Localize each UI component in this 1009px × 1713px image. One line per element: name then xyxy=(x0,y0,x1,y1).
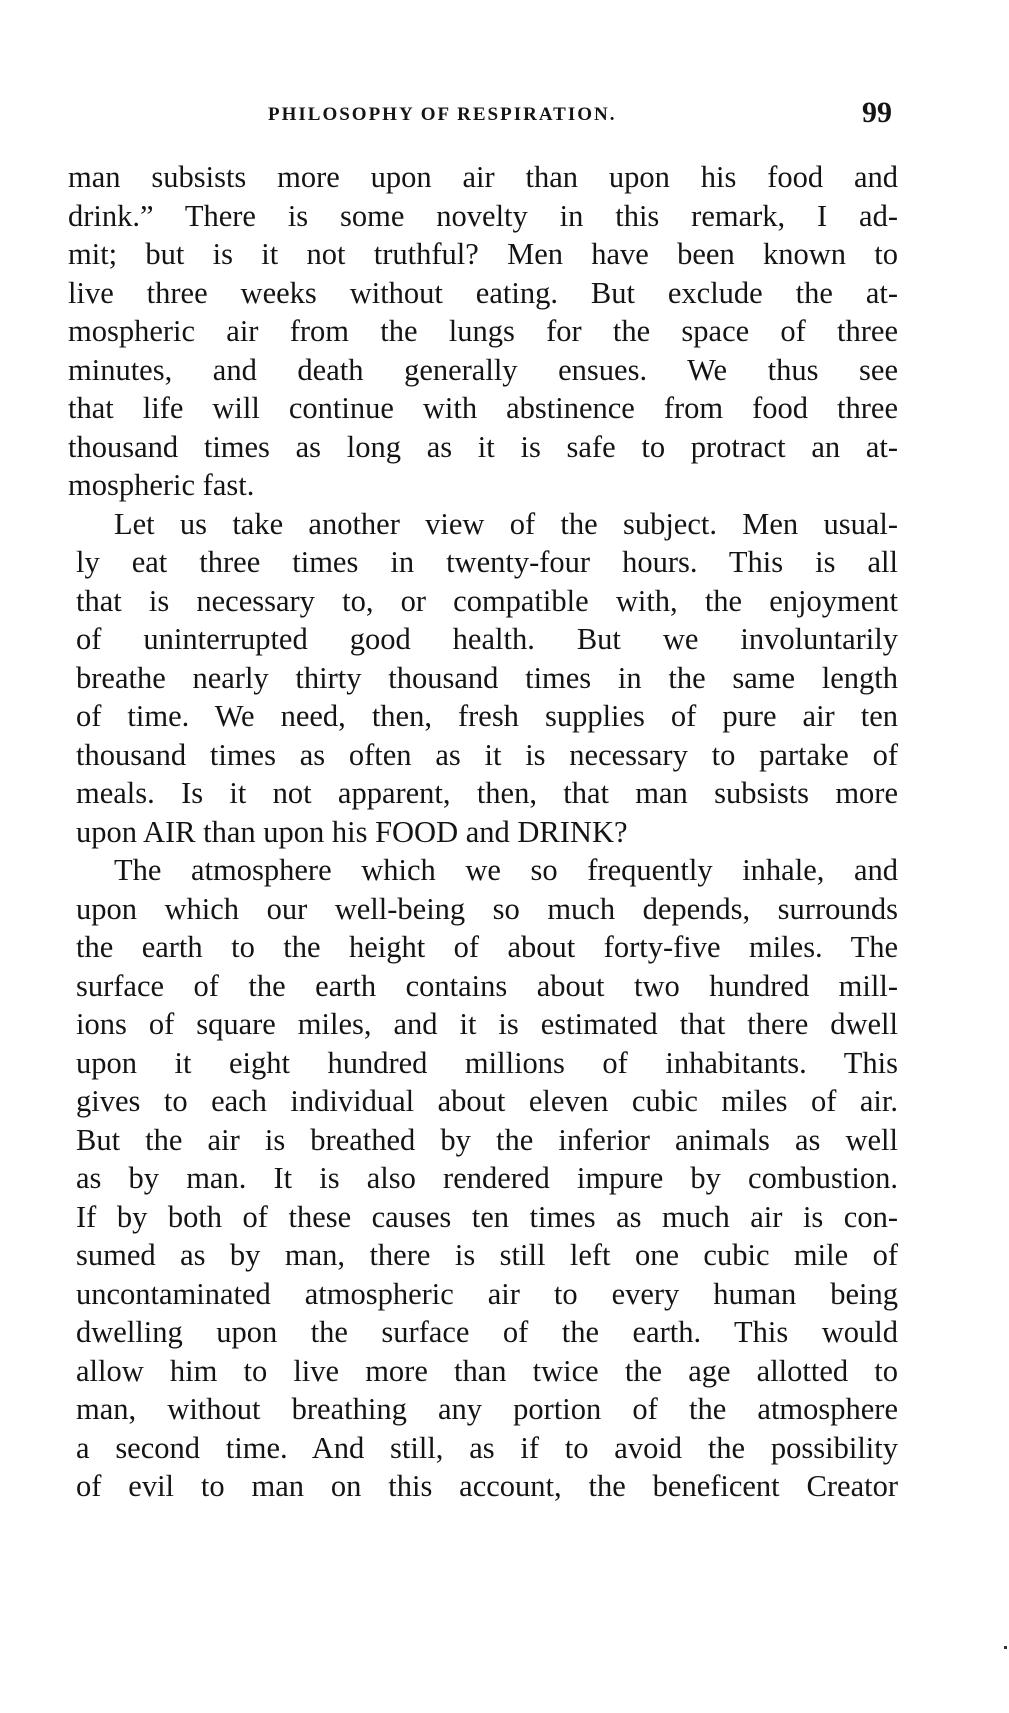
text-line: breathe nearly thirty thousand times in the same length xyxy=(76,660,898,695)
page-header xyxy=(68,96,898,136)
text-line: upon which our well-being so much depends, surrounds xyxy=(76,891,898,926)
text-line: Let us take another view of the subject. Men usual- xyxy=(114,506,898,541)
text-line: sumed as by man, there is still left one cubic mile of xyxy=(76,1238,898,1272)
text-line: a second time. And still, as if to avoid the possibility xyxy=(76,1430,898,1465)
text-line: meals. Is it not apparent, then, that man subsists more xyxy=(76,776,898,810)
paragraph-1 xyxy=(68,158,898,505)
text-line: of time. We need, then, fresh supplies of pure air ten xyxy=(76,699,898,733)
text-line: drink.” There is some novelty in this remark, I ad- xyxy=(68,198,898,233)
text-line: If by both of these causes ten times as much air is con- xyxy=(76,1199,898,1234)
text-line: The atmosphere which we so frequently inhale, and xyxy=(114,853,898,887)
text-line: man subsists more upon air than upon his food and xyxy=(68,160,898,194)
text-line: ly eat three times in twenty-four hours. This is all xyxy=(76,545,898,579)
text-line: as by man. It is also rendered impure by combustion. xyxy=(76,1161,898,1195)
running-head: PHILOSOPHY OF RESPIRATION. xyxy=(268,104,617,125)
text-line: that life will continue with abstinence from food three xyxy=(68,391,898,425)
paragraph-3 xyxy=(68,851,898,1506)
text-line: thousand times as long as it is safe to protract an at- xyxy=(68,429,898,464)
text-line: allow him to live more than twice the age allotted to xyxy=(76,1353,898,1388)
scan-speck xyxy=(1004,1646,1007,1649)
text-line: minutes, and death generally ensues. We thus see xyxy=(68,352,898,387)
body-text xyxy=(68,158,898,1506)
text-line: that is necessary to, or compatible with, the enjoyment xyxy=(76,583,898,618)
text-line: of uninterrupted good health. But we involuntarily xyxy=(76,622,898,656)
text-line: mit; but is it not truthful? Men have been known to xyxy=(68,237,898,271)
text-line: of evil to man on this account, the beneficent Creator xyxy=(76,1469,898,1503)
text-line: gives to each individual about eleven cubic miles of air. xyxy=(76,1084,898,1118)
text-line: dwelling upon the surface of the earth. This would xyxy=(76,1315,898,1349)
text-line: mospheric fast. xyxy=(68,468,255,502)
text-line: live three weeks without eating. But exclude the at- xyxy=(68,275,898,310)
text-line: man, without breathing any portion of the atmosphere xyxy=(76,1392,898,1426)
text-line: surface of the earth contains about two hundred mill- xyxy=(76,968,898,1003)
text-line: mospheric air from the lungs for the space of three xyxy=(68,314,898,348)
text-line: upon it eight hundred millions of inhabitants. This xyxy=(76,1045,898,1080)
text-line: ions of square miles, and it is estimated that there dwell xyxy=(76,1007,898,1041)
text-line: thousand times as often as it is necessary to partake of xyxy=(76,737,898,772)
text-line: the earth to the height of about forty-five miles. The xyxy=(76,930,898,964)
text-line: But the air is breathed by the inferior animals as well xyxy=(76,1122,898,1157)
text-line: uncontaminated atmospheric air to every human being xyxy=(76,1276,898,1311)
page-number: 99 xyxy=(862,96,892,129)
paragraph-2 xyxy=(68,505,898,852)
text-line: upon AIR than upon his FOOD and DRINK? xyxy=(76,814,628,849)
